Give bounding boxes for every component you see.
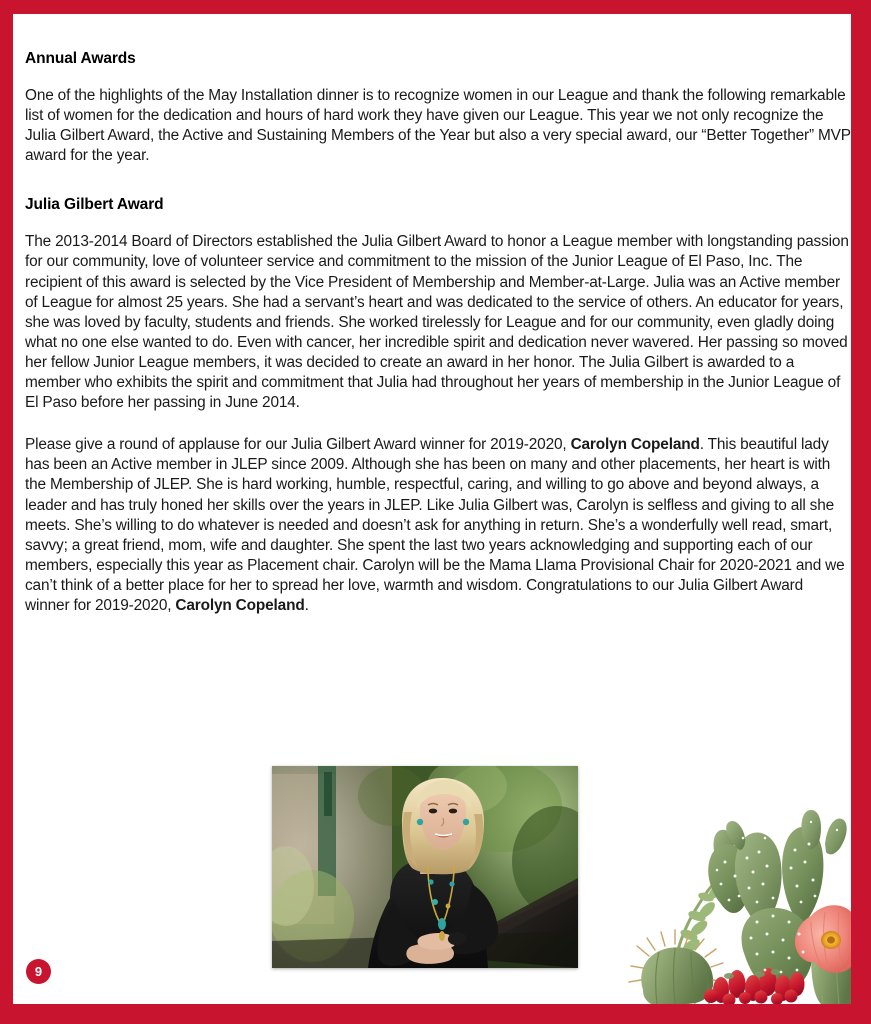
julia-gilbert-award-heading: Julia Gilbert Award (25, 196, 164, 214)
julia-gilbert-award-paragraph: The 2013-2014 Board of Directors established the Julia Gilbert Award to honor a League member with longstanding passion for our community, love of volunteer service and commitment to the mission of the Junior League of El Paso, Inc. The recipient of this award is selected by the Vice President of Membership and Member-at-Large. Julia was an Active member of League for almost 25 years. She had a servant’s heart and was dedicated to the service of others. An educator for years, she was loved by faculty, students and friends. She worked tirelessly for League and for our community, even gladly doing what no one else wanted to do. Even with cancer, her incredible spirit and dedication never wavered. Her passing so moved her fellow Junior League members, it was decided to create an award in her honor. The Julia Gilbert is awarded to a member who exhibits the spirit and commitment that Julia had throughout her years of membership in the Junior League of El Paso before her passing in June 2014. (25, 233, 849, 412)
winner-text-part-3: . (304, 596, 309, 614)
page-content-area (13, 14, 851, 1004)
award-winner-photo (272, 766, 578, 968)
winner-name-first-mention: Carolyn Copeland (570, 436, 700, 454)
annual-awards-paragraph: One of the highlights of the May Installation dinner is to recognize women in our League and thank the following remarkable list of women for the dedication and hours of hard work they have given our League. This year we not only recognize the Julia Gilbert Award, the Active and Sustaining Members of the Year but also a very special award, our “Better Together” MVP award for the year. (25, 87, 851, 165)
cactus-illustration (625, 804, 851, 1004)
winner-text-part-2: . This beautiful lady has been an Active member in JLEP since 2009. Although she has been on many and other placements, her heart is with the Membership of JLEP. She is hard working, humble, respectful, caring, and willing to go above and beyond always, a leader and has truly honed her skills over the years in JLEP. Like Julia Gilbert was, Carolyn is selfless and giving to all she meets. She’s willing to do whatever is needed and doesn’t ask for anything in return. She’s a wonderfully well read, smart, savvy; a great friend, mom, wife and daughter. She spent the last two years acknowledging and supporting each of our members, especially this year as Placement chair. Carolyn will be the Mama Llama Provisional Chair for 2020-2021 and we can’t think of a better place for her to spread her love, warmth and wisdom. Congratulations to our Julia Gilbert Award winner for 2019-2020, (25, 436, 845, 614)
winner-name-second-mention: Carolyn Copeland (175, 596, 305, 614)
award-winner-paragraph (25, 435, 851, 616)
winner-text-part-1: Please give a round of applause for our Julia Gilbert Award winner for 2019-2020, (25, 436, 571, 454)
photo-image (272, 766, 578, 968)
page-title: Annual Awards (25, 50, 136, 67)
article-body (25, 50, 851, 638)
cactus-icon (625, 804, 851, 1004)
page-number-badge: 9 (26, 959, 51, 984)
